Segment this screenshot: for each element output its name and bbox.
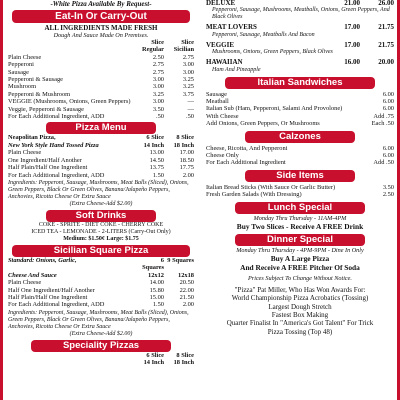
item-price: 1.50 (152, 301, 164, 309)
item-price: Each .50 (371, 120, 394, 128)
item-name: For Each Additional Ingredient, ADD (8, 301, 105, 309)
sandwiches-header: Italian Sandwiches (225, 77, 375, 89)
promo-line: Fastest Box Making (271, 310, 329, 319)
item-price: 3.50 (152, 105, 164, 113)
item-price: — (187, 98, 194, 106)
item-price: 26.00 (378, 0, 394, 7)
item-price: 3.00 (152, 98, 164, 106)
pizza-ingredients: Ingredients: Pepperoni, Sausage, Mushrooms, Meat Balls (Sliced), Onions, Green Peppers, Black Or Green Olives, Banana/Jalapeño Peppers, Anchovies, Ricotta Cheese Or Extra Sauce (8, 179, 189, 200)
item-price: 6.00 (382, 98, 394, 106)
menu-row (8, 287, 194, 294)
specialty-name: VEGGIE (206, 41, 235, 49)
item-price: 17.00 (344, 40, 360, 49)
item-price: 6.00 (382, 152, 394, 160)
specialty-row (206, 42, 394, 49)
specialty-desc: Ham And Pineapple (212, 66, 261, 73)
item-name: Half Plain/Half One Ingredient (8, 164, 88, 172)
item-price: 3.00 (152, 76, 164, 84)
item-price: 21.50 (179, 293, 194, 301)
specialty-row (206, 59, 394, 66)
menu-row (8, 301, 194, 308)
specialty-desc: Pepperoni, Sausage, Mushrooms, Meatballs, Onions, Green Peppers, And Black Olives (212, 7, 390, 21)
dinner-offer-2: And Receive A FREE Pitcher Of Soda (240, 262, 360, 272)
item-price: Add .75 (373, 112, 394, 120)
lunch-offer: Buy Two Slices - Receive A FREE Drink (236, 221, 364, 231)
item-price: Add .50 (373, 159, 394, 167)
item-name: Italian Bread Sticks (With Sauce Or Garlic Butter) (206, 183, 336, 191)
item-name: One Ingredient/Half Another (8, 156, 82, 164)
menu-row (206, 145, 394, 152)
item-name: Fresh Garden Salads (With Dressing) (206, 191, 302, 199)
item-price: 2.75 (152, 61, 164, 69)
item-name: Mushroom (8, 83, 37, 91)
specialty-list (206, 0, 394, 74)
item-price: 3.25 (182, 76, 194, 84)
item-name: Cheese Only (206, 152, 239, 160)
menu-row (8, 61, 194, 68)
pizza-menu-list (8, 149, 194, 179)
item-price: 6.00 (382, 144, 394, 152)
item-name: For Each Additional Ingredient, ADD (8, 113, 105, 121)
item-price: 3.25 (152, 90, 164, 98)
menu-row (8, 76, 194, 83)
item-price: 17.00 (344, 23, 360, 32)
specialty-name: MEAT LOVERS (206, 24, 257, 32)
specialty-item (206, 24, 394, 38)
item-name: Meatball (206, 98, 229, 106)
left-border (0, 0, 3, 400)
item-price: 3.75 (182, 90, 194, 98)
specialty-name: HAWAIIAN (206, 59, 243, 67)
specialty-desc: Pepperoni, Sausage, Meatballs And Bacon (212, 31, 315, 38)
sicilian-extra-cheese: (Extra Cheese-Add $2.00) (69, 330, 133, 337)
sandwich-list (206, 91, 394, 128)
item-name: Veggie, Pepperoni & Sausage (8, 105, 84, 113)
fresh-ingredients-text: ALL INGREDIENTS MADE FRESH (44, 24, 158, 32)
pizza-menu-head-1: Neapolitan Pizza, 6 Slice 8 Slice (8, 134, 194, 142)
item-price: 17.00 (179, 149, 194, 157)
drinks-prices: Medium: $1.50¢ Large: $1.75 (63, 235, 139, 242)
sides-header: Side Items (245, 170, 355, 182)
lunch-time: Monday Thru Thursday - 11AM-4PM (253, 214, 347, 222)
sicilian-list (8, 279, 194, 309)
menu-row (206, 191, 394, 198)
menu-row (206, 113, 394, 120)
item-price: 16.00 (344, 58, 360, 67)
menu-row (8, 172, 194, 179)
specialty-row (206, 0, 394, 7)
sicilian-head-1: Standard: Onions, Garlic, 6 Squares 9 Squares (8, 256, 194, 272)
menu-row (206, 105, 394, 112)
sicilian-ingredients: Ingredients: Pepperoni, Sausage, Mushrooms, Meat Balls (Sliced), Onions, Green Peppers, Black Or Green Olives, Banana/Jalapeño Peppers, Anchovies, Ricotta Cheese Or Extra Sauce (8, 309, 189, 330)
item-price: 14.00 (149, 279, 164, 287)
item-name: Half One Ingredient/Half Another (8, 286, 95, 294)
pizza-menu-head-2: New York Style Hand Tossed Pizza 14 Inch 18 Inch (8, 141, 194, 149)
specialty-name: DELUXE (206, 0, 236, 7)
item-name: VEGGIE (Mushrooms, Onions, Green Peppers) (8, 98, 131, 106)
menu-row (8, 149, 194, 156)
item-price: 3.00 (182, 68, 194, 76)
menu-row (206, 152, 394, 159)
pizza-extra-cheese: (Extra Cheese-Add $2.00) (69, 200, 133, 207)
menu-row (206, 120, 394, 127)
item-price: 20.00 (378, 58, 394, 67)
promo-line: Quarter Finalist In "America's Got Talent" For Trick (226, 319, 374, 328)
promo-text (206, 286, 394, 336)
item-price: 3.50 (382, 183, 394, 191)
item-name: Pepperoni (8, 61, 34, 69)
calzone-list (206, 145, 394, 167)
item-name: For Each Additional Ingredient, ADD (8, 171, 105, 179)
item-price: 21.00 (344, 0, 360, 7)
drinks-line-1: COKE - SPRITE - DIET COKE - CHERRY COKE (38, 221, 164, 228)
item-price: 3.25 (182, 83, 194, 91)
item-price: 3.00 (182, 61, 194, 69)
eat-in-header: Eat-In Or Carry-Out (12, 10, 190, 23)
item-price: 21.75 (378, 40, 394, 49)
menu-row (8, 54, 194, 61)
menu-row (8, 69, 194, 76)
item-name: Sausage (8, 68, 29, 76)
menu-row (8, 98, 194, 105)
eat-in-list (8, 54, 194, 121)
sicilian-head-2: Cheese And Sauce 12x12 12x18 (8, 271, 194, 279)
white-pizza-note: -White Pizza Available By Request- (50, 0, 152, 8)
item-price: .50 (156, 113, 164, 121)
item-price: 20.50 (179, 279, 194, 287)
item-name: Plain Cheese (8, 149, 42, 157)
item-price: 18.50 (179, 156, 194, 164)
specialty-item (206, 59, 394, 73)
item-name: For Each Additional Ingredient (206, 159, 286, 167)
pizza-menu-header: Pizza Menu (46, 122, 156, 134)
item-name: Cheese, Ricotta, And Pepperoni (206, 144, 288, 152)
dinner-offer-1: Buy A Large Pizza (270, 253, 330, 263)
sicilian-header: Sicilian Square Pizza (12, 245, 190, 257)
specialty-item (206, 0, 394, 21)
menu-row (8, 294, 194, 301)
item-price: — (187, 105, 194, 113)
item-price: .50 (186, 113, 194, 121)
item-name: Plain Cheese (8, 53, 42, 61)
item-price: 15.80 (149, 286, 164, 294)
item-name: Sausage (206, 90, 227, 98)
item-name: Pepperoni & Sausage (8, 76, 64, 84)
right-column (206, 0, 394, 336)
item-price: 2.00 (182, 171, 194, 179)
item-price: 2.75 (152, 68, 164, 76)
item-name: Plain Cheese (8, 279, 42, 287)
price-change-note: Prices Subject To Change Without Notice. (248, 274, 352, 282)
item-name: Half Plain/Half One Ingredient (8, 293, 88, 301)
dough-note: Dough And Sauce Made On Premises. (53, 32, 149, 39)
item-price: 14.50 (149, 156, 164, 164)
item-price: 13.75 (149, 164, 164, 172)
specialty-row (206, 24, 394, 31)
specialty-item (206, 42, 394, 56)
item-price: 6.00 (382, 105, 394, 113)
speciality-head-1: 6 Slice 8 Slice (146, 351, 194, 359)
menu-row (8, 113, 194, 120)
left-column (8, 0, 194, 367)
promo-line: World Championship Pizza Acrobatics (Tossing) (231, 294, 369, 303)
menu-row (8, 91, 194, 98)
menu-row (206, 184, 394, 191)
promo-line: "Pizza" Pat Miller, Who Has Won Awards For: (234, 285, 366, 294)
item-price: 1.50 (152, 171, 164, 179)
sides-list (206, 184, 394, 199)
item-price: 13.00 (149, 149, 164, 157)
item-name: Pepperoni & Mushroom (8, 90, 71, 98)
item-price: 15.00 (149, 293, 164, 301)
item-price: 3.00 (152, 83, 164, 91)
speciality-header: Speciality Pizzas (31, 340, 171, 352)
menu-row (206, 98, 394, 105)
item-price: 21.75 (378, 23, 394, 32)
drinks-line-2: ICED TEA - LEMONADE - 2-LITERS (Carry-Out Only) (31, 228, 171, 235)
calzones-header: Calzones (245, 131, 355, 143)
item-name: With Cheese (206, 112, 239, 120)
item-price: 2.50 (152, 53, 164, 61)
eat-in-head-1: Slice Slice (151, 39, 194, 46)
dinner-special-header: Dinner Special (235, 234, 365, 246)
menu-row (206, 91, 394, 98)
dinner-time: Monday Thru Thursday - 4PM-9PM - Dine In Only (236, 246, 364, 254)
menu-row (206, 159, 394, 166)
promo-line: Pizza Tossing (Top 48) (267, 327, 333, 336)
item-price: 2.75 (182, 53, 194, 61)
eat-in-head-2: Regular Sicilian (141, 46, 194, 54)
item-price: 6.00 (382, 90, 394, 98)
menu-row (8, 83, 194, 90)
menu-row (8, 279, 194, 286)
menu-row (8, 106, 194, 113)
menu-row (8, 164, 194, 171)
promo-line: Largest Dough Stretch (268, 302, 332, 311)
item-price: 17.75 (179, 164, 194, 172)
item-name: Add Onions, Green Peppers, Or Mushrooms (206, 120, 320, 128)
item-price: 22.00 (179, 286, 194, 294)
item-price: 2.50 (382, 191, 394, 199)
lunch-special-header: Lunch Special (235, 202, 365, 214)
soft-drinks-header: Soft Drinks (46, 210, 156, 222)
menu-row (8, 157, 194, 164)
item-name: Italian Sub (Ham, Pepperoni, Salami And Provolone) (206, 105, 343, 113)
specialty-desc: Mushrooms, Onions, Green Peppers, Black Olives (212, 49, 333, 56)
item-price: 2.00 (182, 301, 194, 309)
speciality-head-2: 14 Inch 18 Inch (143, 359, 194, 367)
